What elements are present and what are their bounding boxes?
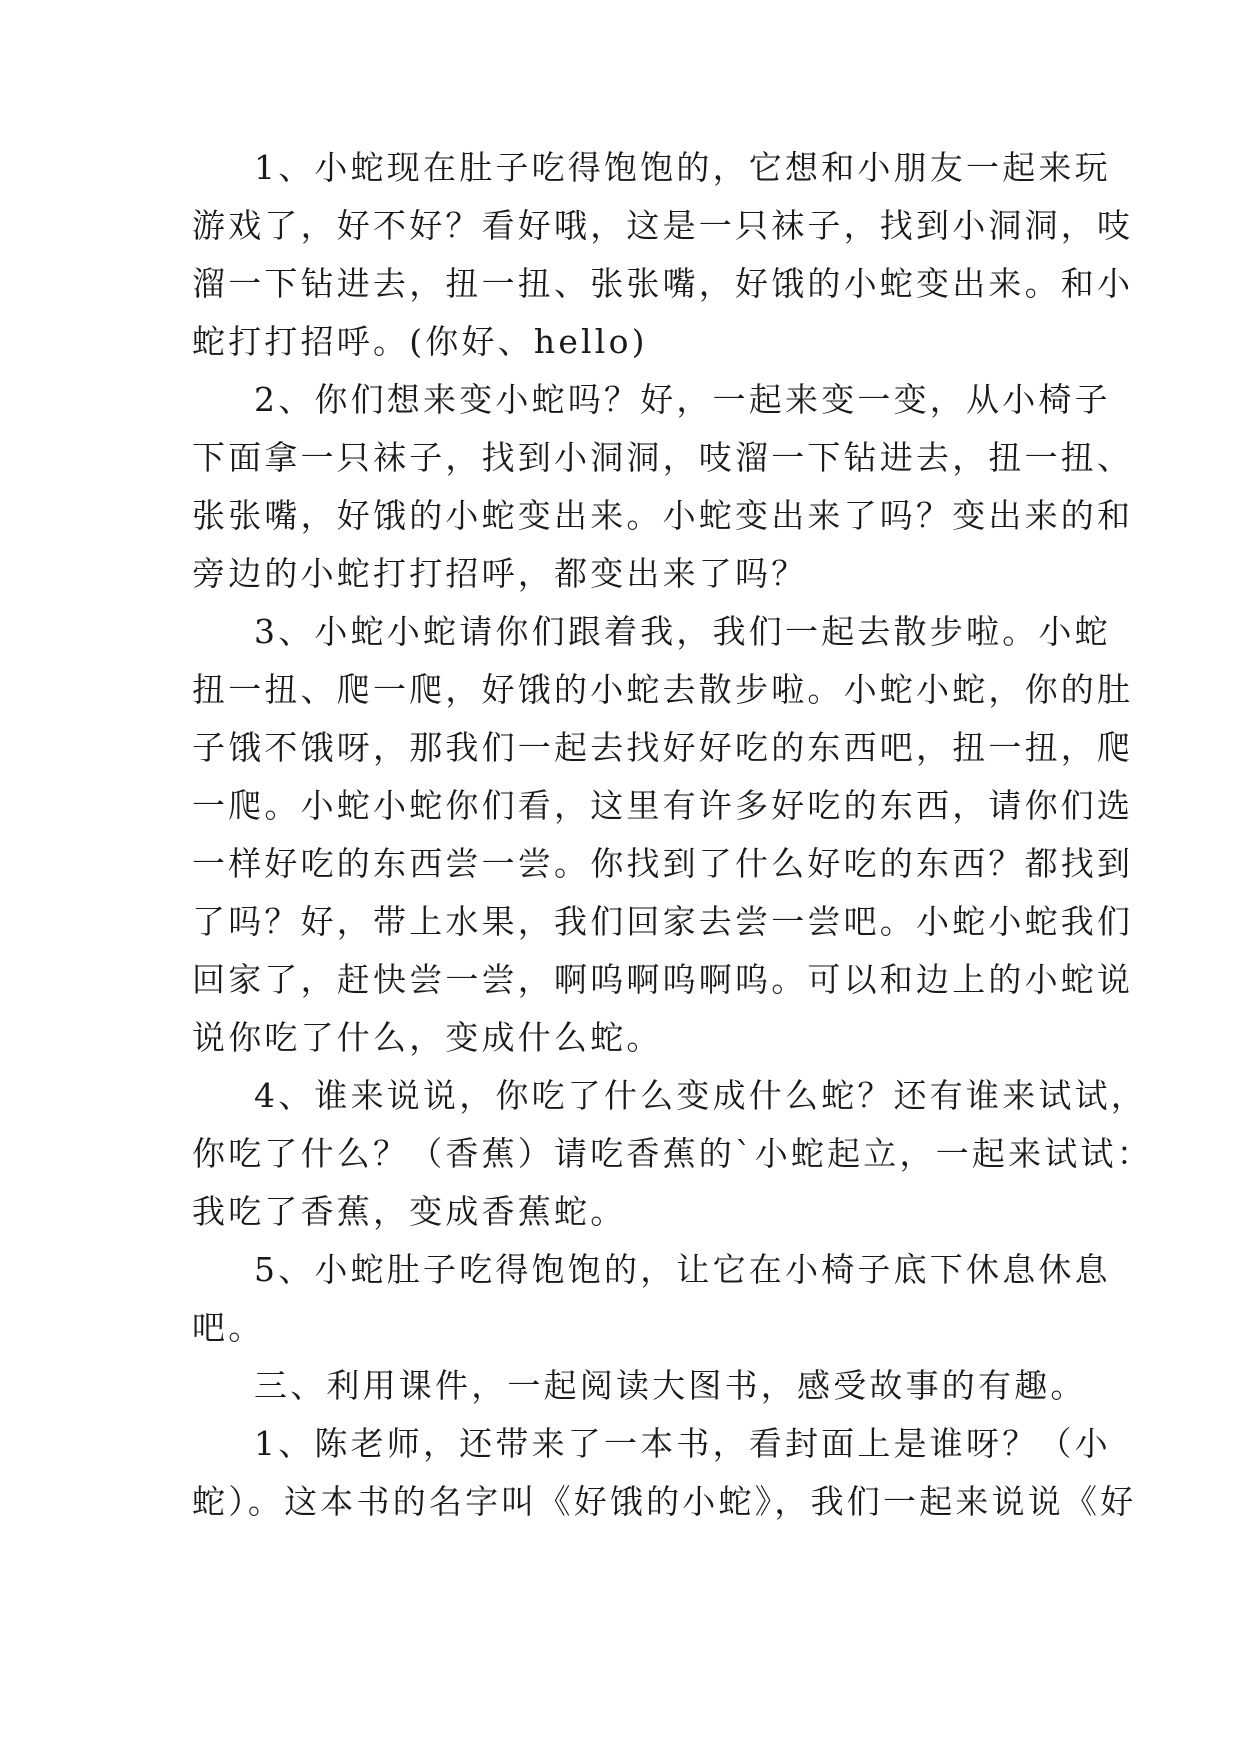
text-line: 旁边的小蛇打打招呼，都变出来了吗？ (192, 554, 808, 593)
text-line: 了吗？好，带上水果，我们回家去尝一尝吧。小蛇小蛇我们 (192, 902, 1134, 941)
text-line: 游戏了，好不好？看好哦，这是一只袜子，找到小洞洞，吱 (192, 206, 1134, 245)
text-line: 扭一扭、爬一爬，好饿的小蛇去散步啦。小蛇小蛇，你的肚 (192, 670, 1134, 709)
text-line: 你吃了什么？（香蕉）请吃香蕉的`小蛇起立，一起来试试： (192, 1134, 1153, 1173)
text-line: 张张嘴，好饿的小蛇变出来。小蛇变出来了吗？变出来的和 (192, 496, 1134, 535)
text-line: 一样好吃的东西尝一尝。你找到了什么好吃的东西？都找到 (192, 844, 1134, 883)
text-line: 一爬。小蛇小蛇你们看，这里有许多好吃的东西，请你们选 (192, 786, 1134, 825)
text-line: 吧。 (192, 1308, 265, 1347)
text-line: 三、利用课件，一起阅读大图书，感受故事的有趣。 (254, 1366, 1087, 1405)
text-line: 蛇）。这本书的名字叫《好饿的小蛇》，我们一起来说说《好 (192, 1482, 1137, 1521)
text-line: 溜一下钻进去，扭一扭、张张嘴，好饿的小蛇变出来。和小 (192, 264, 1134, 303)
text-line: 我吃了香蕉，变成香蕉蛇。 (192, 1192, 627, 1231)
text-line: 回家了，赶快尝一尝，啊呜啊呜啊呜。可以和边上的小蛇说 (192, 960, 1134, 999)
text-line: 1、小蛇现在肚子吃得饱饱的，它想和小朋友一起来玩 (254, 148, 1111, 187)
text-line: 5、小蛇肚子吃得饱饱的，让它在小椅子底下休息休息 (254, 1250, 1111, 1289)
text-line: 说你吃了什么，变成什么蛇。 (192, 1018, 663, 1057)
text-line: 3、小蛇小蛇请你们跟着我，我们一起去散步啦。小蛇 (254, 612, 1111, 651)
text-line: 下面拿一只袜子，找到小洞洞，吱溜一下钻进去，扭一扭、 (192, 438, 1134, 477)
text-line: 4、谁来说说，你吃了什么变成什么蛇？还有谁来试试， (254, 1076, 1147, 1115)
text-line: 蛇打打招呼。(你好、hello) (192, 322, 648, 361)
text-line: 1、陈老师，还带来了一本书，看封面上是谁呀？（小 (254, 1424, 1111, 1463)
text-line: 子饿不饿呀，那我们一起去找好好吃的东西吧，扭一扭，爬 (192, 728, 1134, 767)
text-line: 2、你们想来变小蛇吗？好，一起来变一变，从小椅子 (254, 380, 1111, 419)
